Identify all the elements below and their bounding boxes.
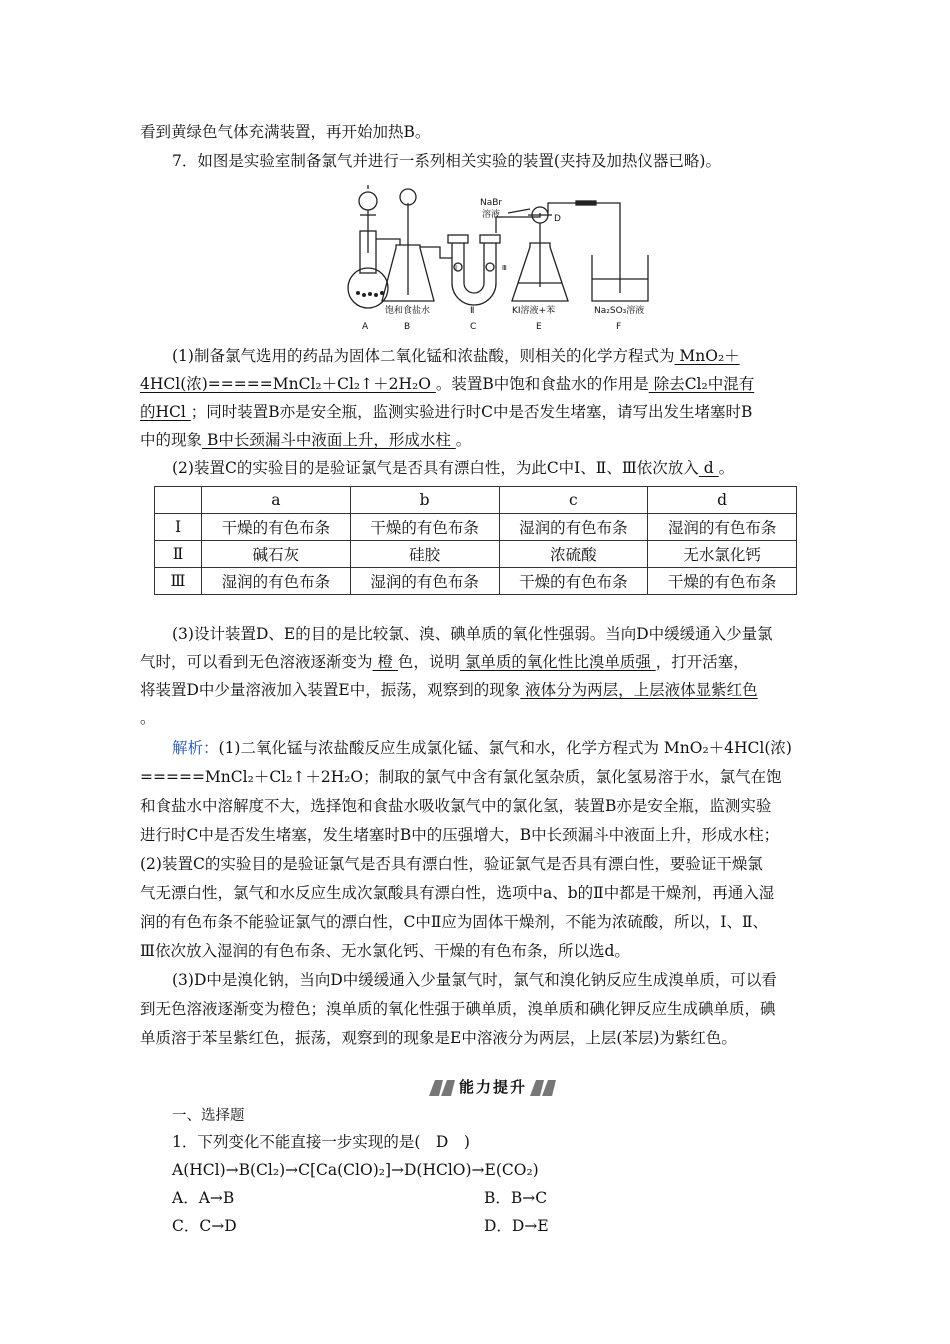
- table-cell: 干燥的有色布条: [499, 568, 648, 595]
- analysis-line-2: =====MnCl₂＋Cl₂↑＋2H₂O；制取的氯气中含有氯化氢杂质，氯化氢易溶于水，氯气在饱: [140, 768, 782, 786]
- table-cell: [155, 487, 202, 514]
- table-row: [155, 541, 797, 568]
- option-a[interactable]: A．A→B: [172, 1189, 235, 1207]
- q1-stem: 1．下列变化不能直接一步实现的是( D ): [172, 1133, 470, 1151]
- caption-nabr: NaBr: [480, 198, 503, 208]
- analysis-p3-line-3: 单质溶于苯呈紫红色，振荡，观察到的现象是E中溶液分为两层，上层(苯层)为紫红色。: [140, 1029, 737, 1047]
- funnel-b: [400, 189, 416, 205]
- section-title: 能力提升: [458, 1078, 527, 1096]
- caption-e: KI溶液+苯: [512, 306, 556, 316]
- label-a: A: [362, 322, 369, 332]
- table-cell: d: [648, 487, 797, 514]
- caption-nabr-2: 溶液: [482, 210, 501, 220]
- caption-c: Ⅱ: [470, 306, 475, 316]
- table-cell: 干燥的有色布条: [202, 514, 351, 541]
- table-cell: Ⅰ: [155, 514, 202, 541]
- analysis-line-4: 进行时C中是否发生堵塞，发生堵塞时B中的压强增大，B中长颈漏斗中液面上升，形成水柱；: [140, 826, 780, 844]
- quote-left-icon: [429, 1080, 455, 1096]
- label-d: D: [554, 214, 561, 224]
- tube-cd: [496, 213, 540, 233]
- option-d[interactable]: D．D→E: [484, 1217, 549, 1235]
- table-cell: c: [499, 487, 648, 514]
- option-b[interactable]: B．B→C: [484, 1189, 548, 1207]
- label-c1: Ⅰ: [455, 264, 458, 272]
- funnel-a: [359, 192, 377, 210]
- analysis-line-6: 气无漂白性，氯气和水反应生成次氯酸具有漂白性，选项中a、b的Ⅱ中都是干燥剂，再通入湿: [140, 884, 775, 902]
- section-heading: 一、选择题: [172, 1108, 245, 1124]
- table-cell: Ⅱ: [155, 541, 202, 568]
- table-cell: 碱石灰: [202, 541, 351, 568]
- q7-part3-line4: 。: [140, 709, 156, 727]
- table-cell: b: [350, 487, 499, 514]
- tube-ab: [376, 239, 400, 245]
- u-tube: [452, 243, 496, 305]
- table-cell: a: [202, 487, 351, 514]
- quote-right-icon: [530, 1080, 556, 1096]
- analysis-p3-line-1: (3)D中是溴化钠，当向D中缓缓通入少量氯气时，氯气和溴化钠反应生成溴单质，可以看: [172, 971, 777, 989]
- q7-part1-line1: (1)制备氯气选用的药品为固体二氧化锰和浓盐酸，则相关的化学方程式为 MnO₂＋: [172, 347, 740, 365]
- table-cell: 无水氯化钙: [648, 541, 797, 568]
- table-cell: 干燥的有色布条: [350, 514, 499, 541]
- table-cell: Ⅲ: [155, 568, 202, 595]
- options-table: [154, 486, 797, 595]
- label-c3: Ⅲ: [502, 264, 507, 272]
- option-c[interactable]: C．C→D: [172, 1217, 237, 1235]
- q7-part3-line2: 气时，可以看到无色溶液逐渐变为 橙 色，说明 氯单质的氧化性比溴单质强 ，打开活塞，: [140, 653, 749, 671]
- table-cell: 湿润的有色布条: [350, 568, 499, 595]
- analysis-line-3: 和食盐水中溶解度不大，选择饱和食盐水吸收氯气中的氯化氢，装置B亦是安全瓶，监测实验: [140, 797, 772, 815]
- label-c: C: [470, 322, 477, 332]
- caption-f: Na₂SO₃溶液: [594, 306, 645, 316]
- label-b: B: [404, 322, 411, 332]
- analysis-label: 解析：: [172, 739, 219, 757]
- label-e: E: [536, 322, 542, 332]
- q7-part1-line4: 中的现象 B中长颈漏斗中液面上升，形成水柱 。: [140, 431, 472, 449]
- label-f: F: [616, 322, 622, 332]
- q7-part1-line3: 的HCl ；同时装置B亦是安全瓶，监测实验进行时C中是否发生堵塞，请写出发生堵塞时B: [140, 403, 753, 421]
- analysis-line-8: Ⅲ依次放入湿润的有色布条、无水氯化钙、干燥的有色布条，所以选d。: [140, 942, 630, 960]
- table-cell: 湿润的有色布条: [499, 514, 648, 541]
- flask-a: [348, 268, 388, 308]
- table-row: [155, 568, 797, 595]
- table-header-row: [155, 487, 797, 514]
- q7-part2: (2)装置C的实验目的是验证氯气是否具有漂白性，为此C中Ⅰ、Ⅱ、Ⅲ依次放入 d 。: [172, 459, 735, 477]
- q7-part3-line1: (3)设计装置D、E的目的是比较氯、溴、碘单质的氧化性强弱。当向D中缓缓通入少量氯: [172, 625, 773, 643]
- q1-chain: A(HCl)→B(Cl₂)→C[Ca(ClO)₂]→D(HClO)→E(CO₂): [172, 1161, 539, 1179]
- analysis-line-5: (2)装置C的实验目的是验证氯气是否具有漂白性，验证氯气是否具有漂白性，要验证干燥氯: [140, 855, 763, 873]
- table-cell: 浓硫酸: [499, 541, 648, 568]
- q7-part1-line2: 4HCl(浓)=====MnCl₂＋Cl₂↑＋2H₂O 。装置B中饱和食盐水的作用是 除去Cl₂中混有: [140, 375, 755, 393]
- caption-b: 饱和食盐水: [385, 306, 431, 316]
- q7-stem: 7．如图是实验室制备氯气并进行一系列相关实验的装置(夹持及加热仪器已略)。: [172, 152, 721, 170]
- intro-line: 看到黄绿色气体充满装置，再开始加热B。: [140, 123, 431, 141]
- table-row: [155, 514, 797, 541]
- analysis-line-1: 解析：(1)二氧化锰与浓盐酸反应生成氯化锰、氯气和水，化学方程式为 MnO₂＋4HCl(浓): [172, 739, 792, 757]
- analysis-line-7: 润的有色布条不能验证氯气的漂白性，C中Ⅱ应为固体干燥剂，不能为浓硫酸，所以，Ⅰ、Ⅱ、: [140, 913, 769, 931]
- q7-part3-line3: 将装置D中少量溶液加入装置E中，振荡，观察到的现象 液体分为两层，上层液体显紫红色: [140, 681, 758, 699]
- apparatus-figure: [330, 183, 660, 333]
- analysis-p3-line-2: 到无色溶液逐渐变为橙色；溴单质的氧化性强于碘单质，溴单质和碘化钾反应生成碘单质，碘: [140, 1000, 776, 1018]
- table-cell: 湿润的有色布条: [648, 514, 797, 541]
- table-cell: 干燥的有色布条: [648, 568, 797, 595]
- table-cell: 湿润的有色布条: [202, 568, 351, 595]
- table-cell: 硅胶: [350, 541, 499, 568]
